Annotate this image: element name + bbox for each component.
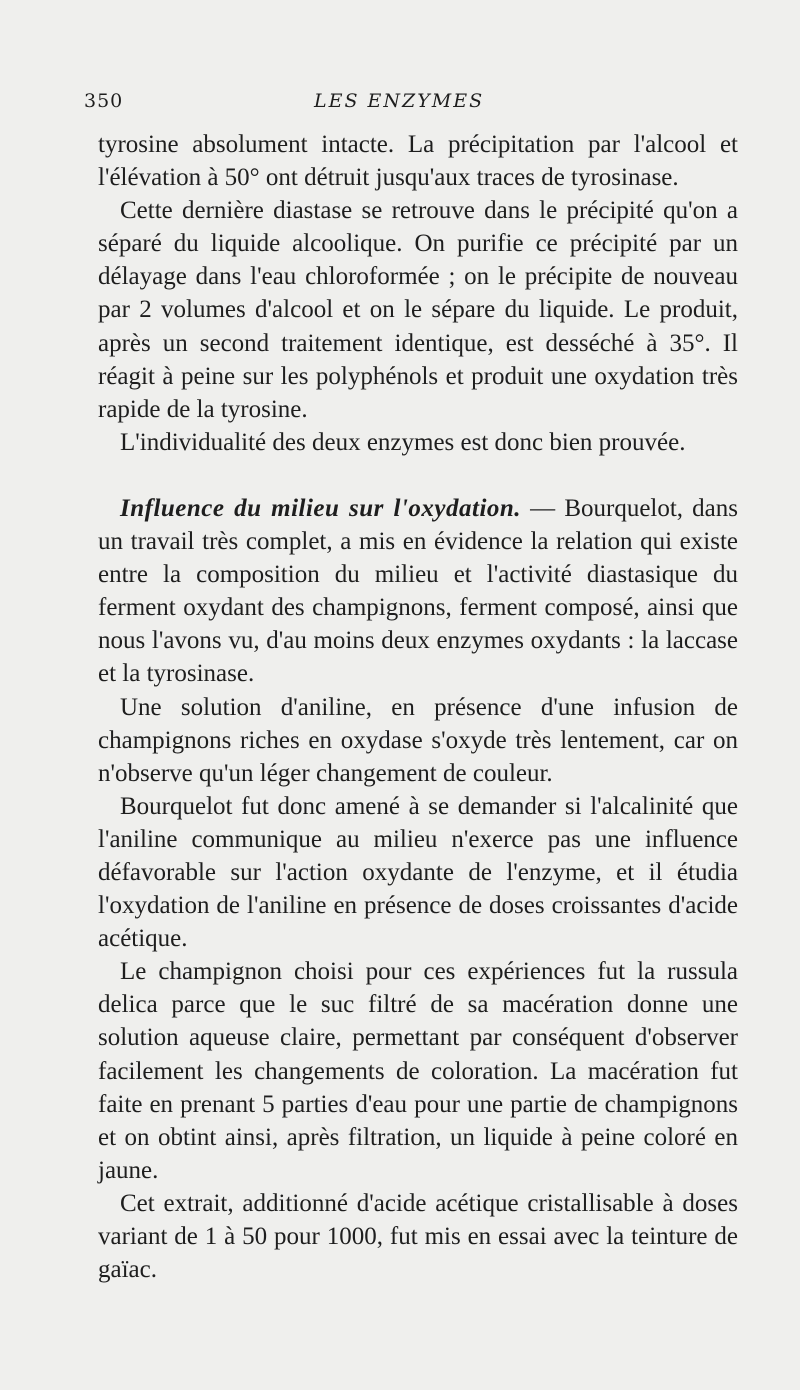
running-title: LES ENZYMES: [314, 90, 485, 112]
paragraph: Cet extrait, additionné d'acide acétique cristallisable à doses variant de 1 à 50 pour 1000, fut mis en essai avec la teinture de gaïac.: [98, 1189, 738, 1284]
section-title: Influence du milieu sur l'oxydation.: [120, 494, 522, 522]
paragraph: Bourquelot fut donc amené à se demander si l'alcalinité que l'aniline communique au milieu n'exerce pas une influence défavorable sur l'action oxydante de l'enzyme, et il étudia l'oxydation de l'aniline en présence de doses croissantes d'acide acétique.: [98, 792, 738, 953]
page-number: 350: [84, 90, 124, 112]
paragraph: tyrosine absolument intacte. La précipitation par l'alcool et l'élévation à 50° ont détruit jusqu'aux traces de tyrosinase.: [98, 131, 738, 192]
paragraph: L'individualité des deux enzymes est donc bien prouvée.: [120, 428, 686, 456]
page-header: [84, 90, 732, 114]
body-text: [98, 128, 738, 1286]
paragraph: Le champignon choisi pour ces expériences fut la russula delica parce que le suc filtré de sa macération donne une solution aqueuse claire, permettant par conséquent d'observer facilement les changements de coloration. La macération fut faite en prenant 5 parties d'eau pour une partie de champignons et on obtint ainsi, après filtration, un liquide à peine coloré en jaune.: [98, 958, 738, 1184]
paragraph: Une solution d'aniline, en présence d'une infusion de champignons riches en oxydase s'oxyde très lentement, car on n'observe qu'un léger changement de couleur.: [98, 693, 738, 787]
section-paragraph: [98, 492, 738, 691]
section-text: Bourquelot, dans un travail très complet, a mis en évidence la relation qui existe entre la composition du milieu et l'activité diastasique du ferment oxydant des champignons, ferment composé, ainsi que nous l'avons vu, d'au moins deux enzymes oxydants : la laccase et la tyrosinase.: [98, 494, 738, 688]
paragraph: Cette dernière diastase se retrouve dans le précipité qu'on a séparé du liquide alcoolique. On purifie ce précipité par un délayage dans l'eau chloroformée ; on le précipite de nouveau par 2 volumes d'alcool et on le sépare du liquide. Le produit, après un second traitement identique, est desséché à 35°. Il réagit à peine sur les polyphénols et produit une oxydation très rapide de la tyrosine.: [98, 197, 738, 423]
section-dash: —: [521, 494, 565, 522]
